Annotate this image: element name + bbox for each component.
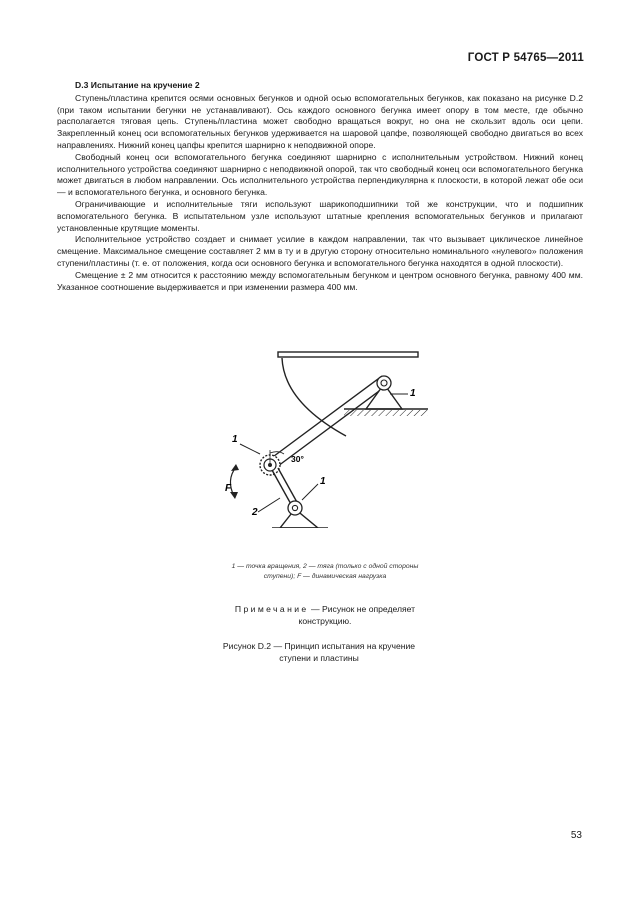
- paragraph: Ступень/пластина крепится осями основных бегунков и одной осью вспомогательных бегунков, как показано на рисунке D.2 (при таком испытании бегунки не устанавливают). Ось каждого основного бегунка имеет опору в том месте, где обычно располагается тяговая цепь. Ступень/пластина может свободно вращаться вокруг, но она не скользит вдоль оси цепи. Закрепленный конец оси вспомогательных бегунков удерживается на шаровой цапфе, позволяющей свободно двигаться во всех направлениях. Нижний конец цапфы крепится шарнирно к неподвижной опоре.: [57, 92, 583, 150]
- paragraph: Свободный конец оси вспомогательного бегунка соединяют шарнирно с исполнительным устройством. Нижний конец исполнительного устройства соединяют шарнирно с неподвижной опорой, так что свободный конец оси вспомогательного бегунка может двигаться в любом направлении. Ось исполнительного устройства перпендикулярна к плоскости, в которой лежат обе оси — и вспомогательного бегунка, и основного бегунка.: [57, 151, 583, 198]
- paragraph: Ограничивающие и исполнительные тяги используют шарикоподшипники той же конструкции, что и подшипник вспомогательного бегунка. В испытательном узле используют штатные крепления вспомогательных бегунков и прилагают установленные крутящие моменты.: [57, 198, 583, 233]
- figure-legend: 1 — точка вращения, 2 — тяга (только с одной стороны ступени); F — динамическая нагрузка: [231, 563, 419, 581]
- page-number: 53: [570, 830, 582, 841]
- figure-caption: Рисунок D.2 — Принцип испытания на кручение ступени и пластины: [222, 641, 416, 663]
- standard-code: ГОСТ Р 54765—2011: [467, 52, 584, 64]
- note-text: — Рисунок не определяет конструкцию.: [298, 604, 416, 626]
- pivot-top-right: [377, 376, 391, 390]
- label-force: F: [225, 483, 232, 494]
- figure-note: [230, 603, 420, 627]
- label-angle: 30°: [291, 454, 304, 464]
- force-arrow: [230, 464, 239, 499]
- note-label: Примечание: [234, 604, 309, 614]
- torsion-test-diagram: [218, 350, 432, 528]
- label-rod: 2: [252, 507, 258, 518]
- paragraph: Смещение ± 2 мм относится к расстоянию между вспомогательным бегунком и центром основного бегунка, равному 400 мм. Указанное соотношение выдерживается и при изменении размера 400 мм.: [57, 269, 583, 292]
- label-pivot-bottom: 1: [320, 476, 326, 487]
- diagram-svg: [218, 350, 432, 528]
- label-pivot-top-right: 1: [410, 388, 416, 399]
- pivot-bottom: [288, 501, 302, 515]
- auxiliary-axle: [266, 376, 390, 469]
- section-body: [57, 80, 583, 293]
- paragraph: Исполнительное устройство создает и снимает усилие в каждом направлении, так что вызывает циклическое линейное смещение. Максимальное смещение составляет 2 мм в ту и в другую сторону относительно номинального «нулевого» положения ступени/пластины (т. е. от положения, когда оси основного бегунка и вспомогательного бегунка находятся в одной плоскости).: [57, 234, 583, 268]
- label-pivot-left: 1: [232, 434, 238, 445]
- section-title: D.3 Испытание на кручение 2: [75, 80, 200, 90]
